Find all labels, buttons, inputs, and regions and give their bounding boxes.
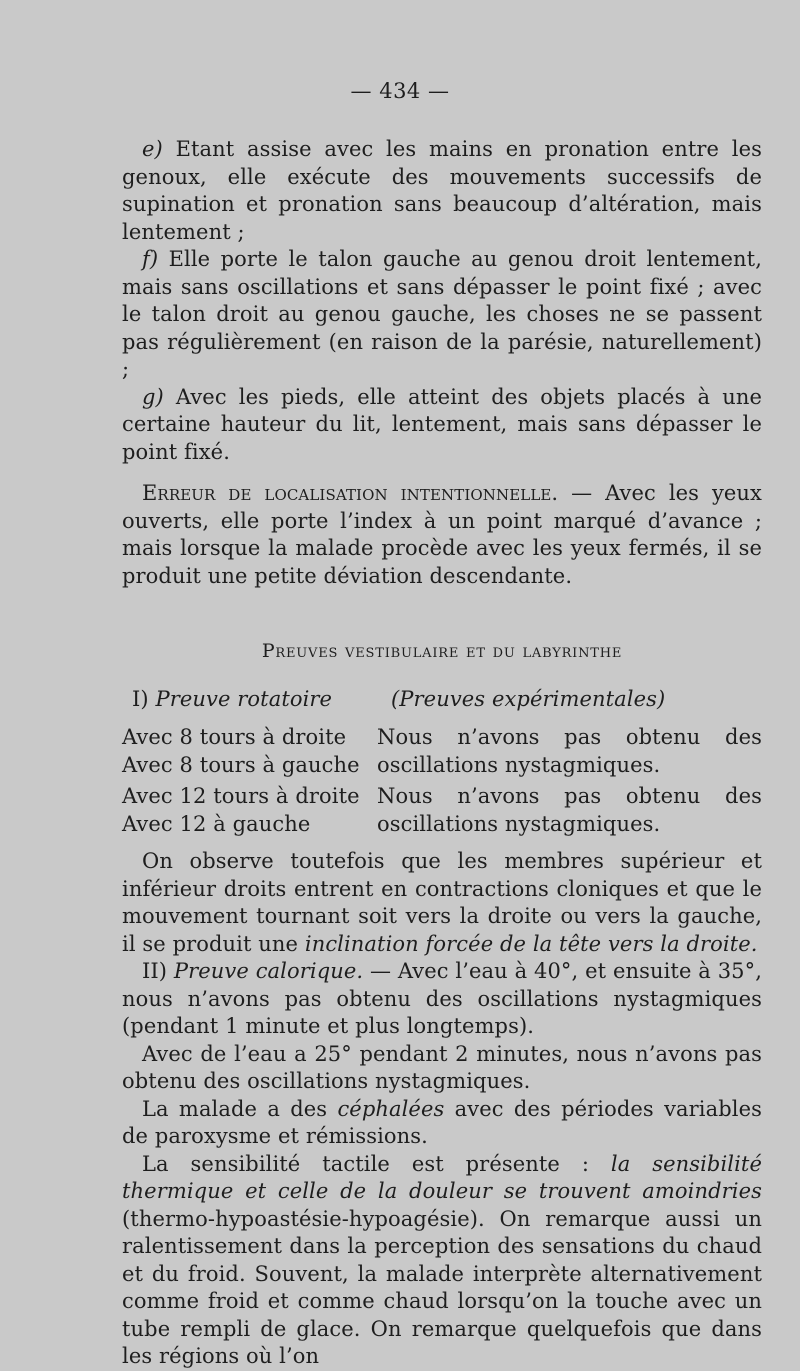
paragraph-label: II) (142, 959, 168, 983)
paragraph-label: e) (142, 137, 163, 161)
table-cell-left: Avec 8 tours à droite Avec 8 tours à gauche (122, 725, 360, 777)
paragraph-sensibilite (122, 1151, 762, 1371)
paragraph-cephalees (122, 1096, 762, 1151)
paragraph-text: La malade a des (142, 1096, 338, 1121)
table-header-title: Preuve rotatoire (155, 686, 333, 711)
paragraph-eau25: Avec de l’eau a 25° pendant 2 minutes, nous n’avons pas obtenu des oscillations nystagmiques. (122, 1041, 762, 1093)
table-cell-left: Avec 12 tours à droite Avec 12 à gauche (122, 784, 360, 836)
paragraph-calorique (122, 958, 762, 1041)
paragraph-text: — Avec les yeux ouverts, elle porte l’index à un point marqué d’avance ; mais lorsque la malade procède avec les yeux fermés, il se produit une petite déviation descendante. (122, 481, 763, 588)
table-header-left (122, 686, 387, 714)
table-cell-right: Nous n’avons pas obtenu des oscillations nystagmiques. (377, 784, 762, 836)
paragraph-erreur (122, 480, 762, 590)
paragraph-text: La sensibilité tactile est présente : (142, 1151, 611, 1176)
paragraph-f (122, 246, 762, 384)
paragraph-text: Etant assise avec les mains en pronation entre les genoux, elle exécute des mouvements successifs de supination et pronation sans beaucoup d’altération, mais lentement ; (122, 137, 762, 244)
table-header-number: I) (132, 686, 149, 711)
paragraph-observe (122, 848, 762, 958)
paragraph-emphasis: céphalées (337, 1096, 445, 1121)
paragraph-text: Elle porte le talon gauche au genou droit lentement, mais sans oscillations et sans dépasser le point fixé ; avec le talon droit au genou gauche, les choses ne se passent pas régulièrement (en raison de la parésie, naturellement) ; (122, 247, 762, 381)
paragraph-emphasis: inclination forcée de la tête vers la droite. (304, 931, 758, 956)
paragraph-text: Avec les pieds, elle atteint des objets placés à une certaine hauteur du lit, lentement, mais sans dépasser le point fixé. (122, 384, 762, 464)
section-heading: Preuves vestibulaire et du labyrinthe (261, 640, 623, 662)
paragraph-e (122, 136, 762, 246)
page-number: — 434 — (350, 79, 450, 103)
table-row (122, 724, 762, 779)
paragraph-text: On observe toutefois que les membres supérieur et inférieur droits entrent en contractions cloniques et que le mouvement tournant soit vers la droite ou vers la gauche, il se produit une (122, 849, 762, 956)
table-cell-right: Nous n’avons pas obtenu des oscillations nystagmiques. (377, 725, 762, 777)
paragraph-g (122, 384, 762, 467)
paragraph-text: (thermo-hypoastésie-hypoagésie). On remarque aussi un ralentissement dans la perception des sensations du chaud et du froid. Souvent, la malade interprète alternativement comme froid et comme chaud lorsqu’on la touche avec un tube rempli de glace. On remarque quelquefois que dans les régions où l’on (122, 1206, 762, 1368)
paragraph-run-in-title: Erreur de localisation intentionnelle. (142, 481, 559, 505)
body-text (122, 136, 762, 1371)
paragraph-text: avec des périodes variables de paroxysme et rémissions. (122, 1096, 762, 1148)
paragraph-emphasis: la sensibilité thermique et celle de la douleur se trouvent amoindries (122, 1151, 762, 1203)
table-header-right: (Preuves expérimentales) (391, 686, 666, 711)
table-header (122, 686, 762, 714)
paragraph-label: f) (142, 247, 159, 271)
table-row (122, 783, 762, 838)
paragraph-run-in-title: Preuve calorique. (173, 959, 364, 983)
paragraph-label: g) (142, 384, 164, 409)
paragraph-text: — Avec l’eau à 40°, et ensuite à 35°, nous n’avons pas obtenu des oscillations nystagmiques (pendant 1 minute et plus longtemps). (122, 959, 762, 1038)
